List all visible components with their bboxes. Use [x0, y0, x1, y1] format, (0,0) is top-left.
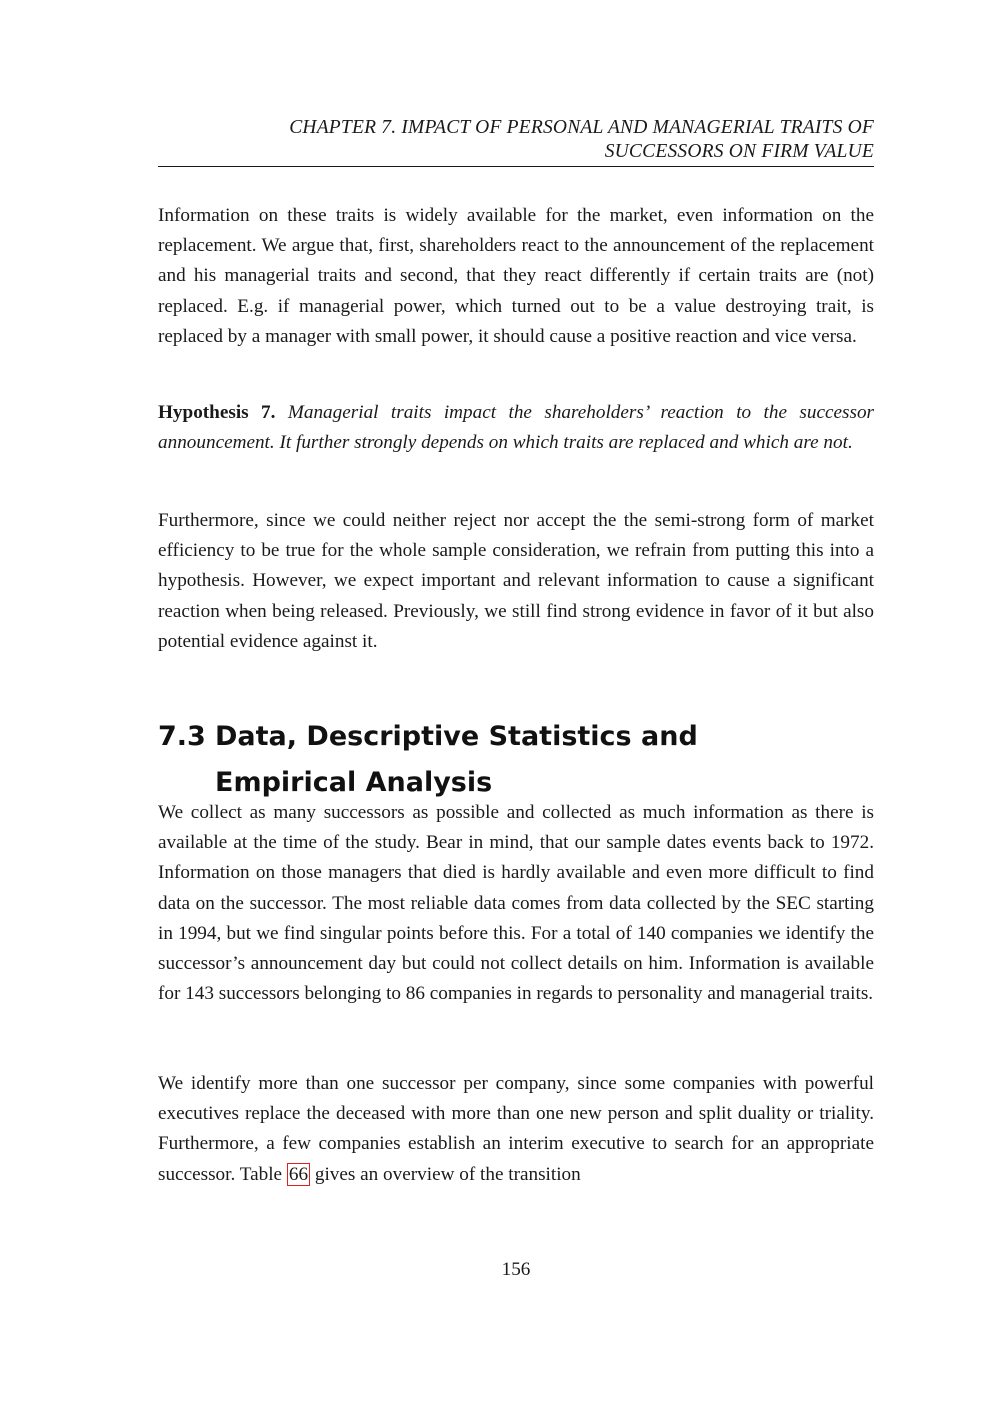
running-header-line-1: CHAPTER 7. IMPACT OF PERSONAL AND MANAGERIAL TRAITS OF	[289, 117, 874, 138]
hypothesis-label: Hypothesis 7.	[158, 402, 276, 423]
table-reference-link[interactable]: 66	[288, 1163, 309, 1185]
section-heading	[158, 714, 874, 806]
paragraph-traits-information: Information on these traits is widely available for the market, even information on the replacement. We argue that, first, shareholders react to the announcement of the replacement and his managerial traits and second, that they react differently if certain traits are (not) replaced. E.g. if managerial power, which turned out to be a value destroying trait, is replaced by a manager with small power, it should cause a positive reaction and vice versa.	[158, 205, 874, 347]
header-rule	[158, 166, 874, 167]
running-header	[158, 116, 874, 164]
paragraph-successors-text-start: We identify more than one successor per company, since some companies with powerful executives replace the deceased with more than one new person and split duality or triality. Furthermore, a few companies establish an interim executive to search for an appropriate successor. Table	[158, 1073, 874, 1185]
running-header-line-2: SUCCESSORS ON FIRM VALUE	[604, 141, 874, 162]
section-title: Data, Descriptive Statistics and Empirical Analysis	[215, 721, 698, 799]
paragraph-data-collection: We collect as many successors as possible and collected as much information as there is available at the time of the study. Bear in mind, that our sample dates events back to 1972. Information on those managers that died is hardly available and even more difficult to find data on the successor. The most reliable data comes from data collected by the SEC starting in 1994, but we find singular points before this. For a total of 140 companies we identify the successor’s announcement day but could not collect details on him. Information is available for 143 successors belonging to 86 companies in regards to personality and managerial traits.	[158, 802, 874, 1005]
paragraph-successors-text-end: gives an overview of the transition	[310, 1163, 581, 1185]
document-page	[158, 0, 874, 1414]
hypothesis-7	[158, 398, 874, 458]
hypothesis-text: Managerial traits impact the shareholders’ reaction to the successor announcement. It further strongly depends on which traits are replaced and which are not.	[158, 402, 875, 454]
section-number: 7.3	[158, 721, 206, 753]
paragraph-market-efficiency: Furthermore, since we could neither reject nor accept the the semi-strong form of market efficiency to be true for the whole sample consideration, we refrain from putting this into a hypothesis. However, we expect important and relevant information to cause a significant reaction when being released. Previously, we still find strong evidence in favor of it but also potential evidence against it.	[158, 510, 874, 652]
paragraph-successors	[158, 1069, 874, 1190]
page-number: 156	[501, 1259, 531, 1280]
